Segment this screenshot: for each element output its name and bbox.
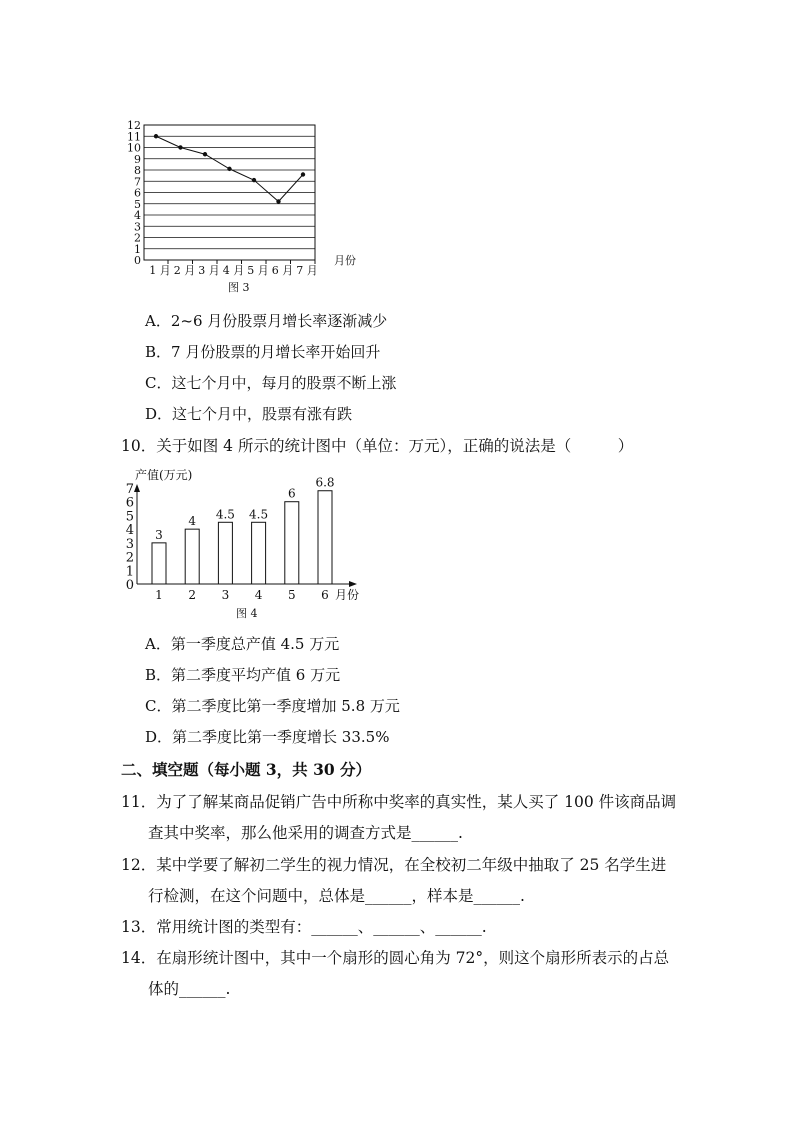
x-axis-label: 月份 [335,588,360,602]
x-tick-label: 4 [254,588,263,602]
bar [185,529,199,584]
y-tick-label: 2 [134,231,141,245]
data-label: 4.5 [249,507,269,522]
y-tick-label: 0 [134,254,141,267]
data-label: 3 [155,527,163,542]
y-tick-label: 11 [127,130,141,144]
x-tick-label: 5 [287,588,296,602]
x-tick-label: 3 [221,588,230,602]
figure-4-caption: 图 4 [236,607,258,620]
x-tick-label: 2 月 [173,264,196,277]
q12-line-1: 12．某中学要了解初二学生的视力情况，在全校初二年级中抽取了 25 名学生进 [121,856,667,874]
y-tick-label: 5 [134,197,141,211]
bar [218,522,232,584]
y-tick-label: 10 [127,141,141,155]
y-tick-label: 1 [125,564,134,580]
q10-stem: 10．关于如图 4 所示的统计图中（单位：万元），正确的说法是（ ） [121,437,634,455]
data-label: 6 [287,486,296,501]
q10-option-d: D．第二季度比第一季度增长 33.5% [145,728,390,746]
y-tick-label: 6 [134,186,141,200]
data-label: 6.8 [315,475,335,490]
q12-line-2: 行检测，在这个问题中，总体是______，样本是______. [148,887,525,905]
q9-option-d: D．这七个月中，股票有涨有跌 [145,405,353,423]
bar [285,502,299,584]
y-tick-label: 2 [125,550,134,566]
data-label: 4 [188,514,197,529]
bar [252,522,266,584]
y-tick-label: 5 [125,509,134,525]
data-point [178,145,182,149]
x-tick-label: 6 月 [271,264,294,277]
data-point [227,167,231,171]
y-tick-label: 4 [134,209,141,222]
figure-4-bar-chart [115,466,370,606]
x-tick-label: 6 [321,588,329,602]
y-tick-label: 12 [127,119,141,132]
section-2-title: 二、填空题（每小题 3，共 30 分） [121,760,372,779]
q11-line-1: 11．为了了解某商品促销广告中所称中奖率的真实性，某人买了 100 件该商品调 [121,793,677,811]
y-tick-label: 3 [125,536,134,552]
q14-line-2: 体的______. [148,980,231,998]
data-point [252,178,256,182]
x-tick-label: 1 [155,588,163,602]
x-tick-label: 2 [188,588,197,602]
q10-option-b: B．第二季度平均产值 6 万元 [145,666,341,684]
bar [318,491,332,584]
figure-3-caption: 图 3 [228,281,250,294]
x-tick-label: 4 月 [222,264,245,277]
y-tick-label: 6 [125,495,134,511]
q9-option-b: B．7 月份股票的月增长率开始回升 [145,343,381,361]
y-tick-label: 9 [134,152,141,166]
y-axis-label: 产值(万元) [135,468,193,482]
x-axis-arrow [349,581,357,587]
q10-option-c: C．第二季度比第一季度增加 5.8 万元 [145,697,400,715]
x-axis-label: 月份 [334,254,356,267]
q14-line-1: 14．在扇形统计图中，其中一个扇形的圆心角为 72°，则这个扇形所表示的占总 [121,949,670,967]
y-tick-label: 4 [125,523,134,539]
y-tick-label: 8 [134,164,141,177]
q13-line-1: 13．常用统计图的类型有：______、______、______. [121,918,487,936]
x-tick-label: 7 月 [296,264,318,277]
data-point [154,134,158,138]
data-label: 4.5 [215,507,235,522]
q10-option-a: A．第一季度总产值 4.5 万元 [145,635,340,653]
y-tick-label: 3 [134,220,141,234]
data-point [301,172,305,176]
y-tick-label: 7 [134,175,141,189]
y-tick-label: 0 [125,578,134,593]
q9-option-a: A．2~6 月份股票月增长率逐渐减少 [145,312,388,330]
figure-3-line-chart [120,112,370,297]
y-tick-label: 7 [125,482,134,497]
q11-line-2: 查其中奖率，那么他采用的调查方式是______. [148,824,463,842]
data-point [276,199,280,203]
y-tick-label: 1 [134,242,141,256]
data-point [203,152,207,156]
x-tick-label: 3 月 [198,264,220,277]
bar [152,543,166,584]
y-axis-arrow [134,484,140,492]
x-tick-label: 1 月 [149,264,171,277]
q9-option-c: C．这七个月中，每月的股票不断上涨 [145,374,397,392]
x-tick-label: 5 月 [247,264,269,277]
